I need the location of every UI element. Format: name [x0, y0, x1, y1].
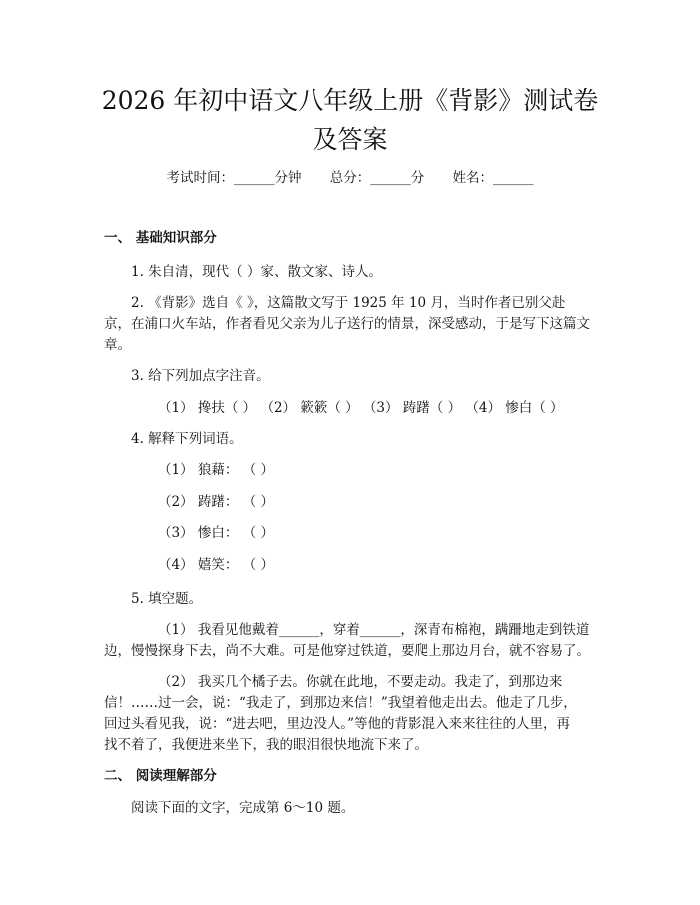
question-3-items: （1） 搀扶（ ） （2） 簌簌（ ） （3） 踌躇（ ） （4） 惨白（ ） [158, 400, 564, 416]
question-3-stem: 3. 给下列加点字注音。 [131, 368, 270, 384]
exam-meta [0, 170, 700, 186]
question-5-p1-line-2: 边，慢慢探身下去，尚不大难。可是他穿过铁道，要爬上那边月台，就不容易了。 [104, 643, 590, 659]
student-name: 姓名：______ [452, 170, 534, 186]
question-4-item: （2） 踌躇： （ ） [158, 494, 274, 510]
question-2-line-3: 章。 [104, 337, 131, 353]
exam-time: 考试时间：______分钟 [166, 170, 302, 186]
title-line-2: 及答案 [312, 125, 388, 154]
title-line-1: 2026 年初中语文八年级上册《背影》测试卷 [101, 86, 599, 115]
question-4-stem: 4. 解释下列词语。 [131, 431, 243, 447]
total-score: 总分：______分 [329, 170, 425, 186]
page-title [60, 81, 640, 159]
section-heading-1: 一、 基础知识部分 [104, 230, 217, 246]
reading-intro: 阅读下面的文字，完成第 6～10 题。 [131, 800, 355, 816]
question-4-item: （1） 狼藉： （ ） [158, 462, 274, 478]
question-4-item: （3） 惨白： （ ） [158, 525, 274, 541]
question-5-p2-line-4: 找不着了，我便进来坐下，我的眼泪很快地流下来了。 [104, 737, 428, 753]
question-5-p2-line-2: 信！……过一会，说：“我走了，到那边来信！”我望着他走出去。他走了几步， [104, 695, 577, 711]
question-2-line-2: 京，在浦口火车站，作者看见父亲为儿子送行的情景，深受感动，于是写下这篇文 [104, 316, 590, 332]
question-1: 1. 朱自清，现代（ ）家、散文家、诗人。 [131, 264, 382, 280]
question-4-item: （4） 嬉笑： （ ） [158, 557, 274, 573]
question-5-p1-line-1: （1） 我看见他戴着______，穿着______，深青布棉袍，蹒跚地走到铁道 [158, 622, 590, 638]
question-5-p2-line-1: （2） 我买几个橘子去。你就在此地，不要走动。我走了，到那边来 [158, 674, 563, 690]
question-2-line-1: 2. 《背影》选自《 》，这篇散文写于 1925 年 10 月，当时作者已别父赴 [131, 295, 566, 311]
question-5-stem: 5. 填空题。 [131, 591, 203, 607]
section-heading-2: 二、 阅读理解部分 [104, 768, 217, 784]
question-5-p2-line-3: 回过头看见我，说：“进去吧，里边没人。”等他的背影混入来来往往的人里，再 [104, 716, 571, 732]
